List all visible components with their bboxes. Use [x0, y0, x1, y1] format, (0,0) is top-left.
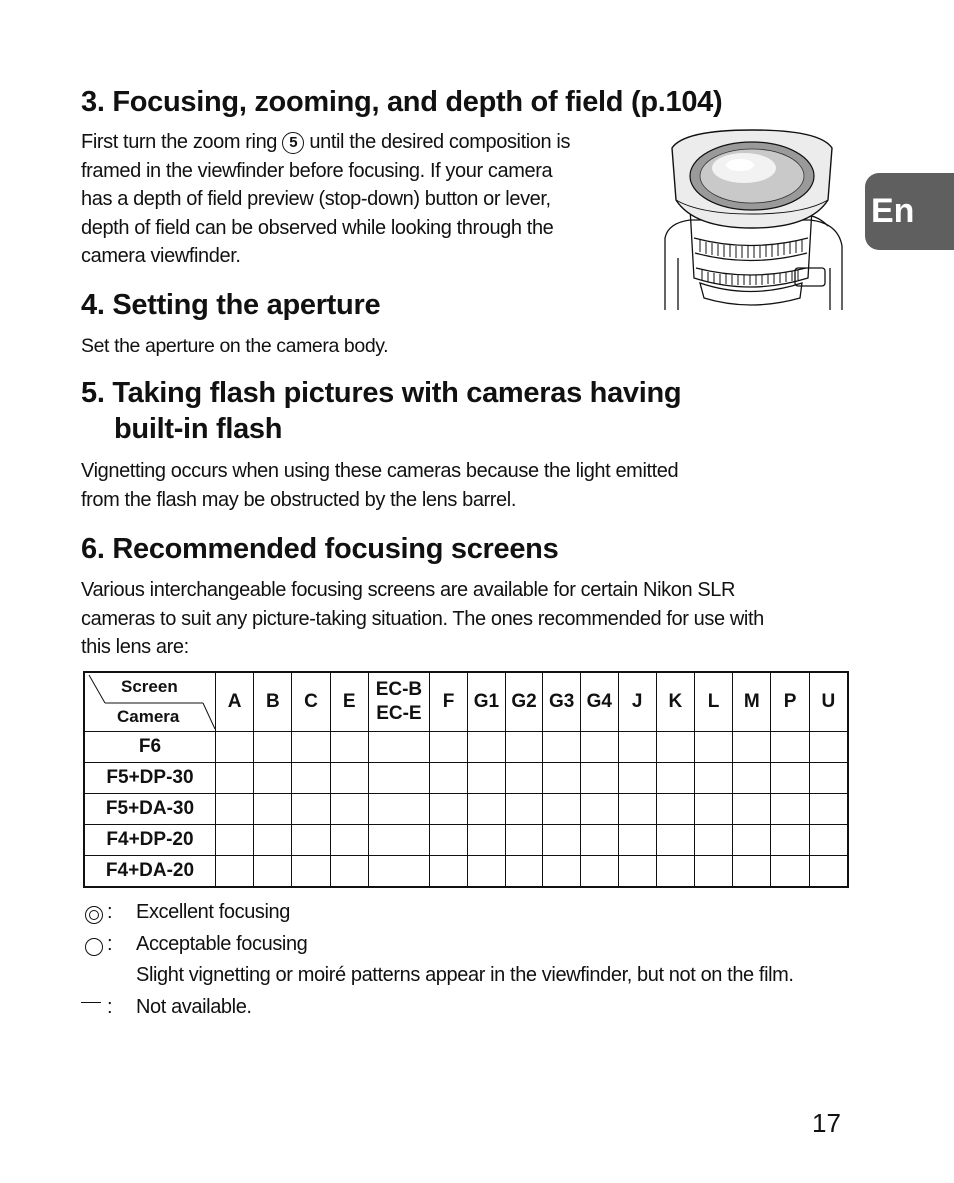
- legend-colon: :: [107, 995, 113, 1018]
- focusing-paragraph: [81, 128, 651, 271]
- table-row: [84, 732, 848, 763]
- column-header-ec-b: EC-B: [375, 679, 423, 700]
- screens-line: this lens are:: [81, 636, 189, 658]
- column-header: F: [429, 672, 467, 732]
- zoom-ring-number-icon: 5: [282, 132, 304, 154]
- flash-paragraph: [81, 457, 841, 514]
- focusing-line: depth of field can be observed while looking through the: [81, 216, 554, 239]
- heading-setting-aperture: 4. Setting the aperture: [81, 289, 381, 321]
- legend-colon: :: [107, 932, 113, 955]
- lens-camera-illustration: [660, 128, 846, 314]
- focusing-line-1-pre: First turn the zoom ring: [81, 131, 278, 153]
- column-header: J: [618, 672, 656, 732]
- circle-icon: [85, 938, 103, 956]
- column-header: G2: [505, 672, 543, 732]
- row-header: F4+DP-20: [84, 825, 215, 856]
- column-header: U: [809, 672, 848, 732]
- legend-acceptable-note: [81, 960, 881, 992]
- focusing-line: camera viewfinder.: [81, 245, 241, 267]
- heading-flash-pictures: [81, 375, 781, 447]
- table-header-row: [84, 672, 848, 732]
- flash-heading-line-2: built-in flash: [114, 413, 283, 445]
- screens-line: cameras to suit any picture-taking situation. The ones recommended for use with: [81, 607, 764, 630]
- heading-focusing-screens: 6. Recommended focusing screens: [81, 533, 559, 565]
- flash-heading-line-1: Taking flash pictures with cameras having: [112, 377, 682, 409]
- language-tab: En: [865, 173, 954, 250]
- corner-camera-label: Camera: [117, 707, 180, 726]
- legend-acceptable-text: Acceptable focusing: [136, 932, 308, 955]
- focusing-screen-table: [83, 671, 849, 888]
- column-header: C: [292, 672, 330, 732]
- table-corner-cell: [84, 672, 215, 732]
- table-row: [84, 763, 848, 794]
- legend-excellent-text: Excellent focusing: [136, 901, 291, 923]
- column-header: L: [694, 672, 732, 732]
- column-header-ec: [368, 672, 429, 732]
- screens-paragraph: [81, 576, 861, 662]
- heading-focusing-zooming: 3. Focusing, zooming, and depth of field (p.104): [81, 86, 723, 118]
- row-header: F6: [84, 732, 215, 763]
- column-header-ec-e: EC-E: [376, 703, 422, 724]
- column-header: G4: [581, 672, 619, 732]
- double-circle-icon: [85, 906, 103, 924]
- screens-line: Various interchangeable focusing screens are available for certain Nikon SLR: [81, 579, 736, 601]
- focusing-line: framed in the viewfinder before focusing. If your camera: [81, 159, 553, 182]
- table-legend: [81, 897, 881, 1023]
- dash-icon: [81, 1002, 101, 1003]
- column-header: M: [733, 672, 771, 732]
- table-row: [84, 856, 848, 888]
- row-header: F5+DA-30: [84, 794, 215, 825]
- column-header: B: [254, 672, 292, 732]
- legend-excellent: [81, 897, 881, 929]
- focusing-line-1-post: until the desired composition is: [309, 131, 571, 153]
- legend-na-text: Not available.: [136, 995, 252, 1018]
- row-header: F5+DP-30: [84, 763, 215, 794]
- column-header: G1: [468, 672, 506, 732]
- table-row: [84, 794, 848, 825]
- corner-screen-label: Screen: [121, 677, 178, 696]
- column-header: G3: [543, 672, 581, 732]
- row-header: F4+DA-20: [84, 856, 215, 888]
- flash-line: Vignetting occurs when using these cameras because the light emitted: [81, 460, 679, 482]
- flash-line: from the flash may be obstructed by the lens barrel.: [81, 488, 516, 511]
- table-row: [84, 825, 848, 856]
- page-number: 17: [812, 1108, 841, 1138]
- column-header: A: [215, 672, 253, 732]
- flash-heading-number: 5.: [81, 377, 105, 409]
- legend-acceptable: [81, 929, 881, 961]
- column-header: K: [656, 672, 694, 732]
- column-header: P: [771, 672, 809, 732]
- focusing-line: has a depth of field preview (stop-down) button or lever,: [81, 188, 551, 210]
- legend-colon: :: [107, 901, 113, 923]
- legend-acceptable-note-text: Slight vignetting or moiré patterns appear in the viewfinder, but not on the film.: [136, 964, 794, 986]
- legend-not-available: [81, 992, 881, 1024]
- column-header: E: [330, 672, 368, 732]
- aperture-text: Set the aperture on the camera body.: [81, 335, 389, 357]
